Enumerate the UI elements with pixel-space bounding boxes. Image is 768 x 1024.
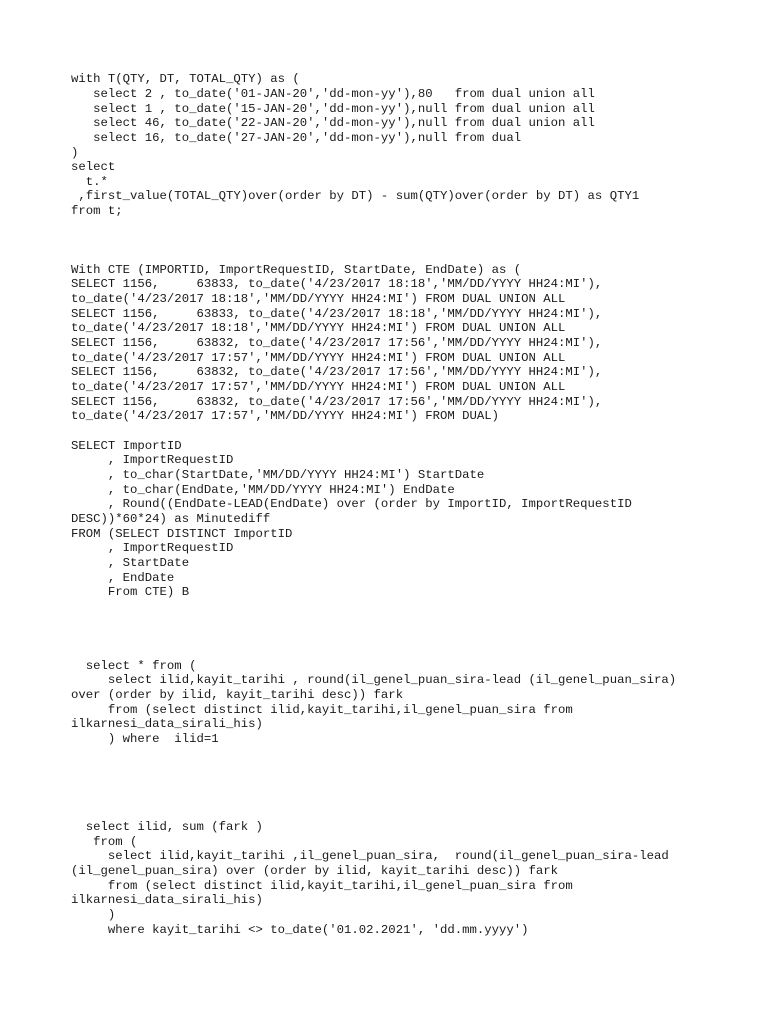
code-line: to_date('4/23/2017 17:57','MM/DD/YYYY HH24:MI') FROM DUAL UNION ALL	[71, 351, 566, 365]
code-line: DESC))*60*24) as Minutediff	[71, 512, 271, 526]
code-line: ) where ilid=1	[71, 732, 219, 746]
code-line: , StartDate	[71, 556, 190, 570]
code-line: from (	[71, 835, 138, 849]
code-line: (il_genel_puan_sira) over (order by ilid, kayit_tarihi desc)) fark	[71, 864, 559, 878]
code-line: SELECT 1156, 63833, to_date('4/23/2017 18:18','MM/DD/YYYY HH24:MI'),	[71, 307, 603, 321]
code-line: With CTE (IMPORTID, ImportRequestID, StartDate, EndDate) as (	[71, 263, 522, 277]
code-line: , ImportRequestID	[71, 541, 234, 555]
code-line: ,first_value(TOTAL_QTY)over(order by DT) - sum(QTY)over(order by DT) as QTY1	[71, 189, 640, 203]
code-line: where kayit_tarihi <> to_date('01.02.2021', 'dd.mm.yyyy')	[71, 923, 529, 937]
code-line: ilkarnesi_data_sirali_his)	[71, 893, 263, 907]
code-line: t.*	[71, 175, 108, 189]
code-line: with T(QTY, DT, TOTAL_QTY) as (	[71, 72, 300, 86]
code-line: SELECT ImportID	[71, 439, 182, 453]
code-line: )	[71, 146, 79, 160]
code-line: SELECT 1156, 63832, to_date('4/23/2017 17:56','MM/DD/YYYY HH24:MI'),	[71, 365, 603, 379]
code-line: , Round((EndDate-LEAD(EndDate) over (order by ImportID, ImportRequestID	[71, 497, 632, 511]
code-line: from (select distinct ilid,kayit_tarihi,il_genel_puan_sira from	[71, 703, 573, 717]
code-line: SELECT 1156, 63832, to_date('4/23/2017 17:56','MM/DD/YYYY HH24:MI'),	[71, 395, 603, 409]
code-line: , ImportRequestID	[71, 453, 234, 467]
code-line: select	[71, 160, 116, 174]
code-line: SELECT 1156, 63832, to_date('4/23/2017 17:56','MM/DD/YYYY HH24:MI'),	[71, 336, 603, 350]
code-line: to_date('4/23/2017 17:57','MM/DD/YYYY HH24:MI') FROM DUAL UNION ALL	[71, 380, 566, 394]
code-line: )	[71, 908, 116, 922]
code-line: select 46, to_date('22-JAN-20','dd-mon-yy'),null from dual union all	[71, 116, 595, 130]
code-line: over (order by ilid, kayit_tarihi desc)) fark	[71, 688, 404, 702]
code-line: From CTE) B	[71, 585, 190, 599]
code-line: ilkarnesi_data_sirali_his)	[71, 717, 263, 731]
code-line: from (select distinct ilid,kayit_tarihi,il_genel_puan_sira from	[71, 879, 573, 893]
code-line: from t;	[71, 204, 123, 218]
code-line: SELECT 1156, 63833, to_date('4/23/2017 18:18','MM/DD/YYYY HH24:MI'),	[71, 277, 603, 291]
code-line: , to_char(StartDate,'MM/DD/YYYY HH24:MI') StartDate	[71, 468, 485, 482]
code-line: to_date('4/23/2017 18:18','MM/DD/YYYY HH24:MI') FROM DUAL UNION ALL	[71, 292, 566, 306]
code-line: to_date('4/23/2017 18:18','MM/DD/YYYY HH24:MI') FROM DUAL UNION ALL	[71, 321, 566, 335]
code-line: select ilid, sum (fark )	[71, 820, 263, 834]
code-line: select 1 , to_date('15-JAN-20','dd-mon-yy'),null from dual union all	[71, 102, 595, 116]
code-line: to_date('4/23/2017 17:57','MM/DD/YYYY HH24:MI') FROM DUAL)	[71, 409, 500, 423]
code-line: FROM (SELECT DISTINCT ImportID	[71, 527, 293, 541]
code-line: select 16, to_date('27-JAN-20','dd-mon-yy'),null from dual	[71, 131, 522, 145]
code-line: select ilid,kayit_tarihi ,il_genel_puan_sira, round(il_genel_puan_sira-lead	[71, 849, 669, 863]
code-line: select * from (	[71, 659, 197, 673]
code-line: select 2 , to_date('01-JAN-20','dd-mon-yy'),80 from dual union all	[71, 87, 595, 101]
code-line: , to_char(EndDate,'MM/DD/YYYY HH24:MI') EndDate	[71, 483, 455, 497]
code-line: select ilid,kayit_tarihi , round(il_genel_puan_sira-lead (il_genel_puan_sira)	[71, 673, 677, 687]
code-line: , EndDate	[71, 571, 175, 585]
